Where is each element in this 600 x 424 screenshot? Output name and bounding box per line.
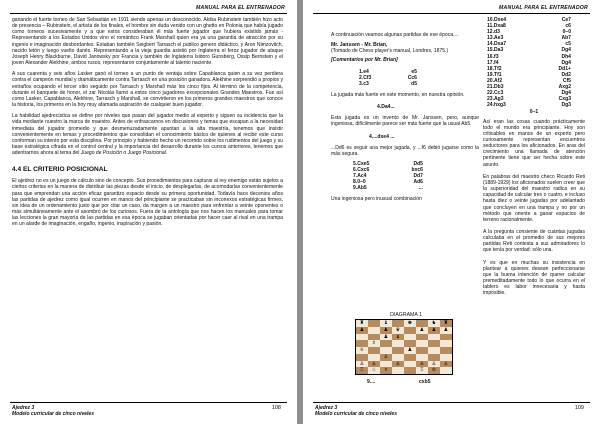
board-square: ♟ [416,327,428,334]
white-move: 5.Cxe5 [353,161,370,167]
board-square: ♟ [404,347,416,354]
board-square [440,334,452,341]
opening-moves [359,69,479,87]
paragraph-habilidad [12,113,283,156]
black-move: Ab7 [561,35,571,42]
board-square: ♛ [392,327,404,334]
board-square: ♖ [416,367,428,374]
board-square [416,354,428,361]
moves-10-24 [487,17,585,108]
header-rule [10,13,287,14]
board-square [380,361,392,368]
board-square [392,367,404,374]
black-move: d5 [411,80,417,87]
board-square: ♙ [416,361,428,368]
white-move: 22.Cc3 [487,90,504,97]
white-move: 19.Tf1 [487,71,502,78]
white-move: 18.Tf2 [487,65,502,72]
paragraph-asi: Así eran las cosas cuando prácticamente todo el mundo era principiante. Hoy son criticables en manos de un experto pero curiosamente representan encuentros seductores para los aficionados. En aras del crecimiento una llamada de atención pertinente tiene que ser hecha sobre este asunto. [483,118,585,168]
board-square: ♙ [380,354,392,361]
board-square [368,347,380,354]
board-square [392,340,404,347]
white-move: 1.e4 [359,68,369,75]
left-text-column [12,17,283,228]
board-square [392,320,404,327]
move-4: 4.Da4... [377,104,395,111]
footer-rule [313,402,590,403]
board-square [440,354,452,361]
board-square [404,367,416,374]
board-square [404,334,416,341]
board-square: ♟ [440,327,452,334]
board-square: ♞ [428,320,440,327]
note-after-opening: La jugada más fuerte en este momento, en nuestra opinión. [331,91,465,98]
board-square [368,354,380,361]
white-move: 8.0–0 [353,179,366,186]
board-square: ♙ [368,361,380,368]
page-number: 109 [574,405,584,411]
move-row [359,81,479,87]
black-move: Axg2 [558,84,571,91]
black-move: Dg4 [561,59,571,66]
board-square: ♟ [356,327,368,334]
left-page [0,0,297,424]
black-move: Dg3 [561,102,571,109]
black-move: Ad6 [413,179,423,186]
board-square [380,340,392,347]
white-move: 6.Cxc6 [353,167,370,174]
footer-subtitle: Modelo curricular de cinco niveles [12,411,94,417]
black-move: c6 [565,23,571,30]
board-square [440,347,452,354]
black-move: Dd5 [413,161,423,167]
black-move: Dd1+ [558,65,571,72]
chess-diagram [355,319,453,375]
move-row [353,185,479,191]
black-move: 0–0 [562,29,571,36]
board-square: ♕ [356,347,368,354]
black-move: Cf5 [562,77,571,84]
board-square: ♟ [428,327,440,334]
board-square [404,340,416,347]
white-move: 17.f4 [487,59,499,66]
board-square [368,334,380,341]
juego-posicion-term: Juego de Posición o Juego Posicional. [80,150,168,157]
black-move: Dg4 [561,90,571,97]
board-square [416,340,428,347]
right-page [303,0,600,424]
diagram-title: DIAGRAMA 1 [390,312,422,318]
page-header-left: MANUAL PARA EL ENTRENADOR [196,5,285,11]
board-square [368,327,380,334]
right-column-1 [331,32,479,203]
black-move: Dd2 [561,71,571,78]
white-move: 2.Cf3 [359,74,372,81]
intro-text: A continuación veamos algunas partidas de ese época.... [331,32,459,38]
board-square: ♜ [356,320,368,327]
white-move: 21.Db3 [487,84,504,91]
board-square [392,354,404,361]
board-square: ♟ [380,334,392,341]
white-move: 3.c3 [359,80,369,87]
white-move: 20.Af2 [487,77,503,84]
board-square [416,334,428,341]
comments-label: [Comentarios por Mr. Brian] [331,57,398,64]
board-square: ♝ [392,334,404,341]
board-square [440,367,452,374]
board-square: ♖ [356,367,368,374]
board-square: ♙ [356,361,368,368]
move-4b: 4....dxe4 ... [369,133,395,140]
paragraph-pregunta: A la pregunta consiente de cuántas jugadas calculaba en el promedio de sus mejores partidas Reti contesta a sus admiradores lo que tenía por verdad: sólo una. [483,229,585,254]
board-square [356,354,368,361]
board-square [428,340,440,347]
paragraph-lasker: A sus cuarenta y seis años Lasker ganó el torneo a un punto de ventaja sobre Capablanca quien a su vez perdiera contra el campeón mundial y dramáticamente contra Tarrasch en una posición ganadora. Alekhine sorprendió a propios y extraños ocupando el tercer sitio seguido por Tarrasch y Marshall más los cinco fijos. Al término de la competencia, durante el banquete de honor, el zar Nicolás llamó a estos cinco jugadores excepcionales Grandes Maestros. Fue así como Lasker, Capablanca, Alekhine, Tarrasch y Marshall, se convirtieron en los primeros grandes maestros que conoce la historia, los primeros en la hoy muy afamada aspiración de cualquier buen jugador. [12,71,283,109]
paragraph-reti: En palabras del maestro checo Ricardo Reti (1889-1929) los aficionados suelen creer que la superioridad del maestro radica en su capacidad de calcular tres o cuatro, e incluso hasta diez o veinte jugadas por adelantado que concluyen en una trampa y no por un método que oriente a ganar espacios de terreno racionalmente. [483,173,585,223]
white-move: 16.f3 [487,53,499,60]
paragraph-habilidad-text: La habilidad ajedrecística se define por niveles que pasan del jugador medio al experto y siguen su incidencia que la vida mediante nuestro la marca de maestro. Antes de enfrascarnos en discusiones y temas que escapan a la necesidad inmediata del jugador promedio y que desmenuzadamente apuntan a la alta maestría, tenemos que insistir convenientemente en temas y procedimientos que consolidan el conocimiento básico de quienes al recibir este curso conforman su interés por esta disciplina. Por principio y habiendo hecho un recorrido sobre los rudimentos del juego y su base estratégica cifrada en el control central y la importancia del desarrollo durante los cursos anteriores, tenemos que adentrarnos ahora al tema del [12,113,283,157]
board-square [428,354,440,361]
black-move: Cc6 [407,74,417,81]
paragraph-san-sebastian: ganando el fuerte torneo de San Sebastián en 1911 siendo apenas un desconocido. Akiba Rubinstein también hizo acto de presencia – Rubinstein, el artista de los finales, el hombre sin duda venido con un ghetto en Polonia que había jugado como torneos sucesivamente y a que estos consideraban él más fuerte jugador que hubiera existido jamás - Representando a los Estados Unidos vino el romántico Frank Marshall quien era ya una garantía de atracción por su ingenio e imaginación desbordantes. Estaban también Seigbert Tarrasch el publico genero didáctico, y Aron Nimzovitch, nacido letón y luego vuelto danés. Representando a la vieja guardia asistió por Inglaterra el feroz jugador de ataque Joseph Henry Blackburne, David Janowsky por Francia y también de Inglaterra Isidoro Gunsberg, Ossip Bernstein y el joven Alexander Alekhine, ambos rusos, representaron conjuntamente al talento naciente. [12,17,283,67]
board-square [428,347,440,354]
board-square [404,361,416,368]
white-move: 12.d3 [487,29,500,36]
right-column-2 [483,17,585,297]
black-move: Cxg3 [558,96,571,103]
black-move: bxc6 [411,167,423,174]
note-mejor: ...Dd6 es seguir una mejor jugada, y ...f6 debió jugarse como la más segura. [331,144,479,157]
board-square: ♙ [428,361,440,368]
black-move: e5 [411,68,417,75]
board-square [380,347,392,354]
diagram-move-number: 9.... [367,379,376,385]
board-square [404,327,416,334]
white-move: 9.Ab5 [353,185,367,192]
black-move: Ce7 [561,17,571,23]
black-move: Dd7 [413,173,423,180]
board-square [416,320,428,327]
header-rule [313,13,590,14]
board-square: ♙ [392,361,404,368]
board-square [416,347,428,354]
white-move: 15.Da3 [487,47,504,54]
white-move: 24.hxg3 [487,102,506,109]
page-number: 108 [271,405,281,411]
diagram-move-reply: cxb5 [419,379,431,385]
game-source: (Tomado de Chess player's manual, Londres, 1875.) [331,48,449,55]
white-move: 13.Ae3 [487,35,504,42]
board-square: ♗ [368,340,380,347]
board-square [392,347,404,354]
note-janssen: Esta jugada es un invento de Mr. Janssen, pero, aunque ingeniosa, difícilmente parece ser más fuerte que la usual Ab5. [331,115,479,128]
move-row [487,102,585,108]
board-square [356,334,368,341]
board-square [440,340,452,347]
board-square: ♚ [404,320,416,327]
result-text: 0–1 [529,109,539,116]
board-square: ♙ [440,361,452,368]
black-move: Dg4 [561,47,571,54]
board-square: ♟ [380,327,392,334]
white-move: 14.Dxa7 [487,41,507,48]
page-header-right: MANUAL PARA EL ENTRENADOR [499,5,588,11]
board-square [404,354,416,361]
moves-5-9 [353,161,479,191]
board-square: ♜ [440,320,452,327]
white-move: 10.Dxe4 [487,17,507,23]
board-square: ♝ [380,320,392,327]
game-players: Mr. Janssen - Mr. Brian, [331,42,388,49]
white-move: 23.Ag3 [487,96,504,103]
section-heading: 4.4 EL CRITERIO POSICIONAL [12,166,108,174]
footer-title: Ajedrez 3 [315,405,338,411]
board-square: ♘ [368,367,380,374]
diagram-move [367,379,431,385]
board-square [428,334,440,341]
game-result [483,109,585,115]
black-move: ... [418,185,423,192]
black-move: c5 [565,41,571,48]
footer-rule [10,402,287,403]
board-square: ♗ [380,367,392,374]
note-ingeniosa: Una ingeniosa pero inusual combinación [331,196,422,203]
board-square [368,320,380,327]
black-move: Dh4 [561,53,571,60]
paragraph-muchas: Y es que en muchas su insistencia en plantear a quienes desean perfeccionarse que la buena intención de querer calcular premeditadamente todo lo que ocurra en el tablero es labor innecesaria y hasta imposible. [483,259,585,297]
board-square [356,340,368,347]
white-move: 7.Ac4 [353,173,367,180]
footer-title: Ajedrez 3 [12,405,35,411]
paragraph-criterio: El ajedrez no es un juego de cálculo sino de concepto. Sus procedimientos para capturar al rey enemigo están sujetos a ciertos criterios en la manera de distribuir las piezas desde el inicio, de desplegarlas, de acomodarlas convenientemente para que emprendan una acción eficaz garantizo espacio desde su primera oportunidad. Todavía hace decenios años las partidas de ajedrez como igual ocurren en manos del principiante se practicaban sin inconexos estratégicas firmes, sin idea de un ordenamiento justo que por citar un caso, da margen a un maestro para enfrentar a veinte oponentes o más simultáneamente ante el asombro de los curiosos. Fuera de la antología que nos hacen los manuales para tomar las lecciones la gran mayoría de las partidas en esa época se jugaban orientadas por hacer caer al rival en una trampa en un alarde de imaginación, engaño, ingenio, inspiración y pasión. [12,178,283,228]
white-move: 11.Dxa8 [487,23,506,30]
board-square: ♔ [428,367,440,374]
footer-subtitle: Modelo curricular de cinco niveles [315,411,397,417]
